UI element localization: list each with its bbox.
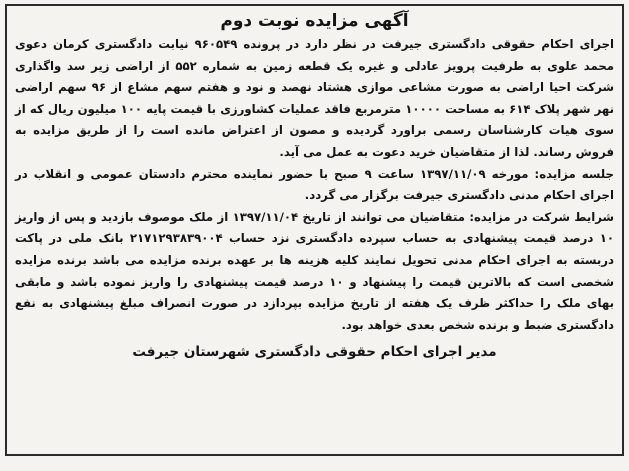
notice-title: آگهی مزایده نوبت دوم [220,11,409,31]
auction-session-paragraph [15,164,614,207]
participation-conditions-text: متقاضیان می توانند از تاریخ ۱۳۹۷/۱۱/۰۴ از ملک موصوف بازدید و پس از واریز ۱۰ درصد قیمت پیشنهادی به حساب سپرده دادگستری نزد حساب ۲۱۷۱۲۹۳۸۳۹۰۰۴ بانک ملی در پاکت دربسته به اجرای احکام مدنی تحویل نمایند کلیه هزینه ها بر عهده برنده مزایده می باشد برنده مزایده شخصی است که بالاترین قیمت را پیشنهاد و ۱۰ درصد قیمت پیشنهادی را واریز نموده باشد و مابقی بهای ملک را حداکثر ظرف یک هفته از تاریخ مزایده بپردازد در صورت انصراف مبلغ پیشنهادی به نفع دادگستری ضبط و برنده شخص بعدی خواهد بود. [15,209,614,332]
participation-conditions-label: شرایط شرکت در مزایده: [469,209,615,224]
issuer-signature: مدیر اجرای احکام حقوقی دادگستری شهرستان جیرفت [132,344,497,361]
auction-session-label: جلسه مزایده: [534,166,614,181]
notice-body-paragraph: اجرای احکام حقوقی دادگستری جیرفت در نظر دارد در پرونده ۹۶۰۵۴۹ نیابت دادگستری کرمان دعوی محمد علوی به طرفیت پرویز عادلی و غیره یک قطعه زمین به شماره ۵۵۲ از اراضی زیر سد واگذاری شرکت احیا اراضی به صورت مشاعی موازی هشتاد نهصد و نود و هفتم سهم مشاع از ۹۶ سهم اراضی نهر شهر پلاک ۶۱۴ به مساحت ۱۰۰۰۰ مترمربع فاقد عملیات کشاورزی با قیمت پایه ۱۰۰ میلیون ریال که از سوی هیات کارشناسان رسمی براورد گردیده و مصون از اعتراض مانده است را از طریق مزایده به فروش رساند. لذا از متقاضیان خرید دعوت به عمل می آید. [15,37,615,159]
participation-conditions-paragraph [15,207,614,337]
auction-notice [5,4,624,456]
auction-session-text: مورخه ۱۳۹۷/۱۱/۰۹ ساعت ۹ صبح با حضور نماینده محترم دادستان عمومی و انقلاب در اجرای احکام مدنی دادگستری جیرفت برگزار می گردد. [15,166,614,203]
